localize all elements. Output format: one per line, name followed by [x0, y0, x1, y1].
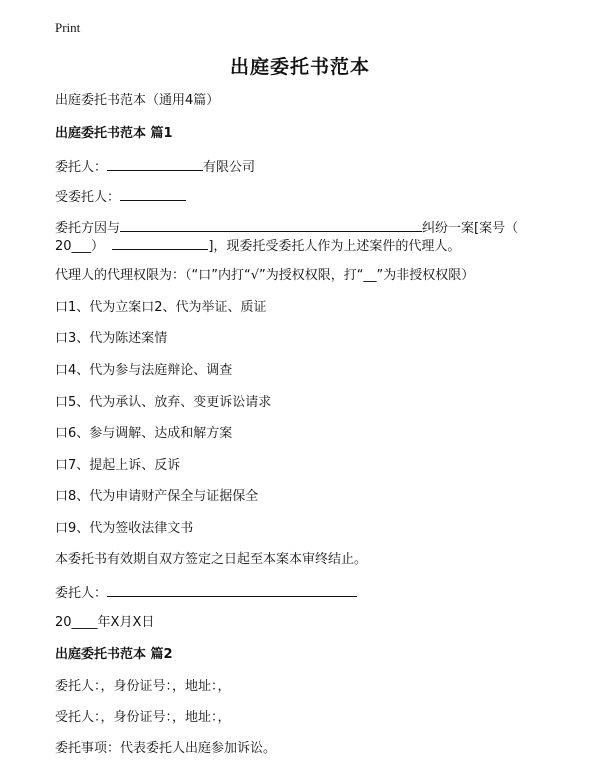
- client-suffix: 有限公司: [203, 160, 256, 175]
- power-item-1: 口1、代为立案口2、代为举证、质证: [55, 300, 267, 315]
- opposing-party-blank: [120, 219, 422, 232]
- document-subtitle: 出庭委托书范本（通用4篇）: [55, 93, 220, 108]
- signature-blank: [107, 584, 357, 597]
- agent-info-line: 受托人：，身份证号：，地址：，: [55, 710, 231, 725]
- agent-name-blank: [120, 188, 186, 201]
- reason-line-1: [55, 219, 518, 237]
- power-item-2: 口3、代为陈述案情: [55, 331, 168, 346]
- client-line: [55, 158, 255, 176]
- validity-statement: 本委托书有效期自双方签定之日起至本案本审终结止。: [55, 552, 368, 567]
- section-heading-1: 出庭委托书范本 篇1: [55, 126, 173, 141]
- date-line: 20____年X月X日: [55, 615, 155, 630]
- agent-line: [55, 188, 186, 206]
- power-item-8: 口9、代为签收法律文书: [55, 521, 194, 536]
- client-label: 委托人：: [55, 160, 108, 175]
- case-number-blank: [112, 237, 208, 250]
- powers-intro: 代理人的代理权限为：（“口”内打“√”为授权权限，打“__”为非授权权限）: [55, 268, 475, 283]
- matter-line: 委托事项：代表委托人出庭参加诉讼。: [55, 741, 277, 756]
- reason-end: ]，现委托受委托人作为上述案件的代理人。: [208, 239, 461, 254]
- reason-prefix: 委托方因与: [55, 221, 121, 236]
- power-item-4: 口5、代为承认、放弃、变更诉讼请求: [55, 395, 272, 410]
- power-item-7: 口8、代为申请财产保全与证据保全: [55, 489, 259, 504]
- case-year: 20___）: [55, 239, 105, 254]
- power-item-3: 口4、代为参与法庭辩论、调查: [55, 363, 233, 378]
- agent-label: 受委托人：: [55, 190, 121, 205]
- print-link[interactable]: Print: [55, 20, 81, 35]
- power-item-5: 口6、参与调解、达成和解方案: [55, 426, 233, 441]
- client-info-line: 委托人：，身份证号：，地址：，: [55, 679, 231, 694]
- section-heading-2: 出庭委托书范本 篇2: [55, 647, 173, 662]
- signature-label: 委托人：: [55, 586, 108, 601]
- reason-line-2: [55, 237, 460, 255]
- document-title: 出庭委托书范本: [229, 56, 370, 78]
- reason-suffix: 纠纷一案[案号（: [422, 221, 519, 236]
- signature-line: [55, 584, 357, 602]
- client-name-blank: [107, 158, 203, 171]
- power-item-6: 口7、提起上诉、反诉: [55, 458, 181, 473]
